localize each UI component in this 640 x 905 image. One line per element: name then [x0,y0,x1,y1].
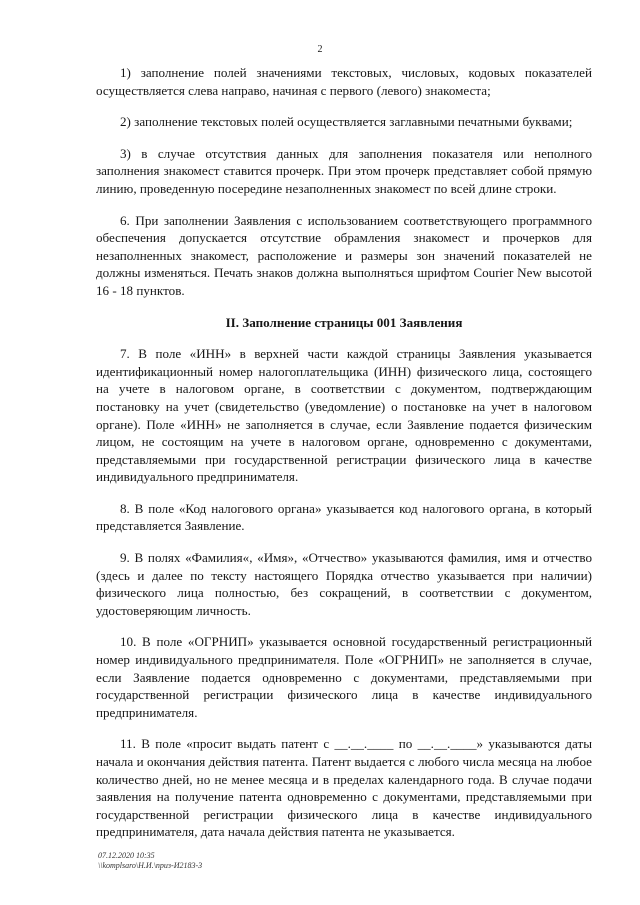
document-footer [98,851,202,871]
page-number: 2 [317,44,323,55]
paragraph-rule-1: 1) заполнение полей значениями текстовых, числовых, кодовых показателей осуществляется слева направо, начиная с первого (левого) знакоместа; [96,65,592,98]
paragraph-rule-2: 2) заполнение текстовых полей осуществляется заглавными печатными буквами; [120,114,573,130]
footer-file-path: \\komplsaro\Н.И.\приз-И2183-3 [98,861,203,870]
paragraph-item-7: 7. В поле «ИНН» в верхней части каждой страницы Заявления указывается идентификационный номер налогоплательщика (ИНН) физического лица, состоящего на учете в налоговом органе, в соответствии с документом, подтверждающим постановку на учет (свидетельство (уведомление) о постановке на учет в налоговом органе). Поле «ИНН» не заполняется в случае, если Заявление подается физическим лицом, не состоящим на учете в налоговом органе, одновременно с документами, представляемыми при государственной регистрации физического лица в качестве индивидуального предпринимателя. [96,346,592,485]
paragraph-rule-3: 3) в случае отсутствия данных для заполнения показателя или неполного заполнения знакомест ставится прочерк. При этом прочерк представляет собой прямую линию, проведенную посередине незаполненных знакомест по всей длине строки. [96,145,592,196]
paragraph-item-8: 8. В поле «Код налогового органа» указывается код налогового органа, в который представляется Заявление. [96,500,592,534]
document-body [96,64,592,855]
paragraph-item-6: 6. При заполнении Заявления с использованием соответствующего программного обеспечения допускается отсутствие обрамления знакомест и прочерков для незаполненных знакомест, расположение и размеры зон значений показателей не должны изменяться. Печать знаков должна выполняться шрифтом Courier New высотой 16 - 18 пунктов. [96,212,592,298]
footer-date: 07.12.2020 10:35 [98,851,155,860]
paragraph-item-10: 10. В поле «ОГРНИП» указывается основной государственный регистрационный номер индивидуального предпринимателя. Поле «ОГРНИП» не заполняется в случае, если Заявление подается одновременно с документами, представляемыми при государственной регистрации физического лица в качестве индивидуального предпринимателя. [96,634,592,720]
paragraph-item-9: 9. В полях «Фамилия«, «Имя», «Отчество» указываются фамилия, имя и отчество (здесь и далее по тексту настоящего Порядка отчество указывается при наличии) физического лица полностью, без сокращений, в соответствии с документом, удостоверяющим личность. [96,550,592,618]
paragraph-item-11: 11. В поле «просит выдать патент с __.__.____ по __.__.____» указываются даты начала и окончания действия патента. Патент выдается с любого числа месяца на любое количество дней, но не менее месяца и в пределах календарного года. В случае подачи заявления на получение патента одновременно с документами, представляемыми при государственной регистрации физического лица в качестве индивидуального предпринимателя, дата начала действия патента не указывается. [96,736,592,840]
section-heading: II. Заполнение страницы 001 Заявления [225,314,463,330]
